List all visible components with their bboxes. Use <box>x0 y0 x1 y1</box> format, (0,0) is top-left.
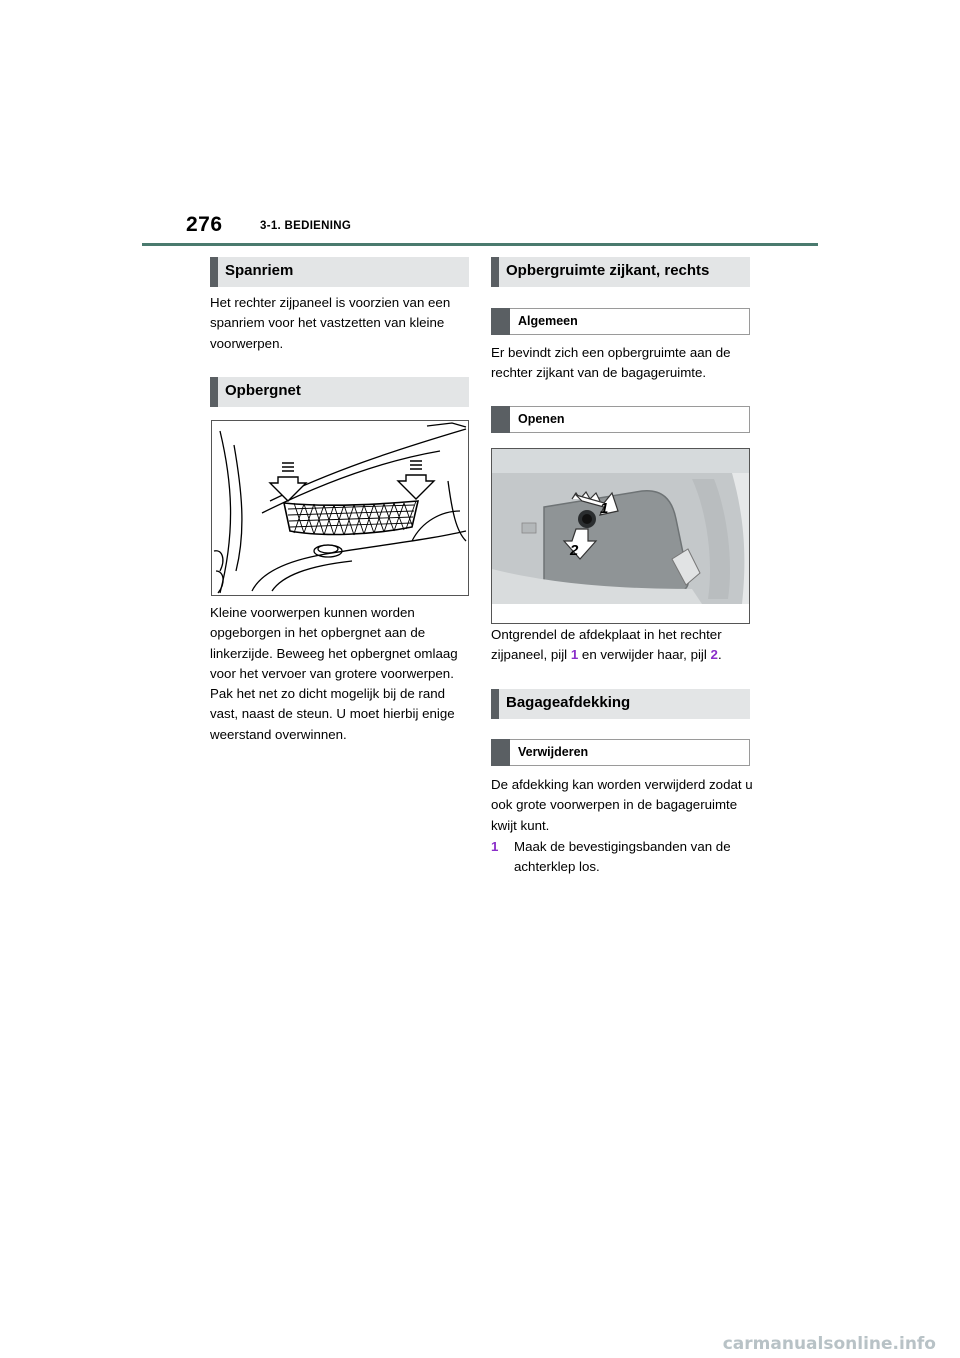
instr-text: . <box>717 647 722 663</box>
algemeen-text: Er bevindt zich een opbergruimte aan de rechter zijkant van de bagageruimte. <box>491 345 731 381</box>
openen-instruction <box>491 625 756 666</box>
subheading-algemeen <box>491 308 750 335</box>
opbergnet-text: Kleine voorwerpen kunnen worden opgeborgen in het opbergnet aan de linkerzijde. Beweeg het opbergnet omlaag voor het vervoer van grotere voorwerpen. Pak het net zo dicht mogelijk bij de rand vast, naast de steun. U moet hierbij enige weerstand overwinnen. <box>210 605 458 742</box>
arrow-number-1: 1 <box>570 647 579 663</box>
figure-opbergnet <box>211 420 469 596</box>
subheading-bar <box>491 308 510 335</box>
arrow-number-2: 2 <box>710 647 718 663</box>
subheading-verwijderen <box>491 739 750 766</box>
step-text: Maak de bevestigingsbanden van de achterklep los. <box>514 839 731 875</box>
subheading-label: Verwijderen <box>518 745 589 759</box>
heading-opbergruimte: Opbergruimte zijkant, rechts <box>491 257 750 287</box>
chapter-title: 3-1. BEDIENING <box>260 220 352 232</box>
figure-label-1: 1 <box>600 500 609 517</box>
page-number: 276 <box>186 213 223 236</box>
storage-net-illustration <box>212 421 468 595</box>
heading-opbergnet: Opbergnet <box>210 377 469 407</box>
instr-text: Ontgrendel de afdekplaat in het rechter zijpaneel, pijl <box>491 627 722 663</box>
heading-bagageafdekking: Bagageafdekking <box>491 689 750 719</box>
subheading-bar <box>491 406 510 433</box>
side-compartment-photo <box>492 449 749 623</box>
step-number: 1 <box>491 839 499 854</box>
heading-spanriem: Spanriem <box>210 257 469 287</box>
header-rule <box>142 243 818 246</box>
subheading-bar <box>491 739 510 766</box>
watermark: carmanualsonline.info <box>722 1334 936 1354</box>
subheading-openen <box>491 406 750 433</box>
figure-opbergruimte <box>491 448 750 624</box>
bagage-text: De afdekking kan worden verwijderd zodat u ook grote voorwerpen in de bagageruimte kwijt kunt. <box>491 777 753 833</box>
spanriem-text: Het rechter zijpaneel is voorzien van een spanriem voor het vastzetten van kleine voorwerpen. <box>210 295 451 351</box>
figure-label-2: 2 <box>570 542 579 559</box>
subheading-label: Algemeen <box>518 314 578 328</box>
subheading-label: Openen <box>518 412 565 426</box>
instr-text: en verwijder haar, pijl <box>578 647 711 663</box>
